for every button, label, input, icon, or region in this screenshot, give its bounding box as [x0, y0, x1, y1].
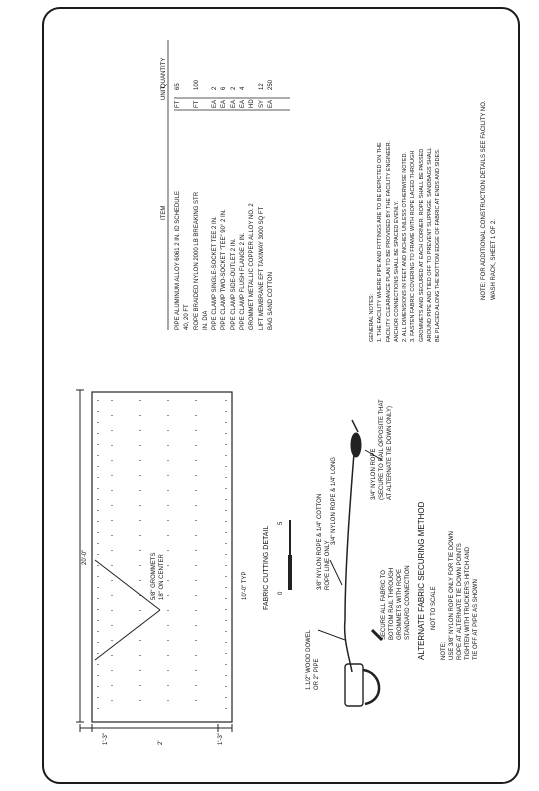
table-row: ROPE BRAIDED NYLON 2000 LB BREAKING STR	[193, 191, 200, 330]
wind-label: 3/4" NYLON ROPE (SECURE TO RAIL OPPOSITE THAT AT ALTERNATE TIE DOWN ONLY)	[371, 399, 394, 500]
overall-dimension: 20'-0"	[82, 549, 88, 565]
table-header-unit: UNIT	[161, 86, 167, 100]
table-item-column	[174, 191, 276, 330]
table-row: IN. DIA	[202, 310, 209, 330]
fabric-secure-label: SECURE ALL FABRIC TO BOTTOM RAIL THROUGH GROMMETS WITH ROPE STANDARD CONNECTION	[381, 565, 412, 640]
table-header-item: ITEM	[161, 205, 167, 220]
table-row: PIPE ALUMINUM ALLOY 6061 2 IN. ID SCHEDULE	[175, 191, 181, 330]
table-row: BAG SAND COTTON	[267, 272, 274, 330]
table-quantity-column: 65 100 2 6 2 4 12 250	[175, 79, 274, 90]
table-row: PIPE CLAMP SINGLE-SOCKET TEE 2 IN.	[212, 216, 219, 330]
table-header-quantity: QUANTITY	[161, 57, 167, 88]
construction-note: NOTE: FOR ADDITIONAL CONSTRUCTION DETAILS SEE FACILITY NO. WASH RACK, SHEET 1 OF 2.	[481, 100, 497, 300]
scale-five: 5	[278, 521, 284, 525]
scale-zero: 0	[278, 591, 284, 595]
grommet-rope-label: 3/4" NYLON ROPE & 1/4" LONG	[331, 457, 337, 545]
fabric-detail-caption: FABRIC CUTTING DETAIL	[263, 525, 270, 610]
grommet-label: 5/8" GROMMETS 18" ON CENTER	[151, 552, 166, 600]
mid-dimension: 2'	[158, 740, 164, 745]
table-row: PIPE CLAMP SIDE-OUTLET 2 IN.	[230, 238, 237, 330]
rope-label: 3/8" NYLON ROPE & 1/4" COTTON ROPE LINE ONLY	[317, 493, 332, 590]
right-dimension: 1'-3"	[218, 733, 224, 745]
pipe-label: 1.1/2" WOOD DOWEL OR 2" PIPE	[306, 629, 321, 690]
table-unit-column: FT FT EA EA EA EA HD SY EA	[175, 99, 274, 108]
inner-dimension: 10'-0" TYP	[242, 571, 248, 600]
table-row: GROMMET METALLIC COPPER ALLOY NO. 2	[249, 203, 256, 330]
securing-notes: NOTE: USE 3/8" NYLON ROPE ONLY FOR TIE DOWN ROPE AT ALTERNATE TIE DOWN POINTS TIGHTEN WITH TRUCKER'S HITCH AND TIE OFF AT PIPE AS SHOWN	[441, 531, 480, 660]
general-notes: GENERAL NOTES: 1. THE FACILITY WHERE PIPE AND FITTINGS ARE TO BE DEPICTED ON THE FACILITY CLEARANCE PLAN TO BE PROVIDED BY THE FACILITY ENGINEER. ANCHOR CONNECTIONS SHALL BE SPACED EVENLY. 2. ALL DIMENSIONS IN FEET AND INCHES UNLESS OTHERWISE NOTED. 3. FASTEN FABRIC COVERING TO FRAME WITH ROPE LACED THROUGH GROMMETS AND SECURED AT EACH CORNER. ROPE SHALL BE PASSED AROUND PIPE AND TIED OFF TO PREVENT SLIPPAGE. SANDBAGS SHALL BE PLACED ALONG THE BOTTOM EDGE OF FABRIC AT ENDS AND SIDES.	[369, 140, 441, 342]
securing-caption: ALTERNATE FABRIC SECURING METHOD	[417, 501, 426, 660]
notes-heading: GENERAL NOTES:	[369, 293, 375, 342]
table-row: PIPE CLAMP TWO-SOCKET "TEE" 90° 2 IN.	[221, 209, 228, 330]
securing-scale: NOT TO SCALE	[431, 586, 437, 630]
table-row: LIFT MEMBRANE EFT TAXIWAY 3000 SQ FT	[258, 206, 265, 330]
table-row: 40, 20 FT	[184, 304, 191, 330]
left-dimension: 1'-3"	[103, 733, 109, 745]
table-row: PIPE CLAMP FLUSH FLANGE 2 IN.	[240, 232, 247, 330]
